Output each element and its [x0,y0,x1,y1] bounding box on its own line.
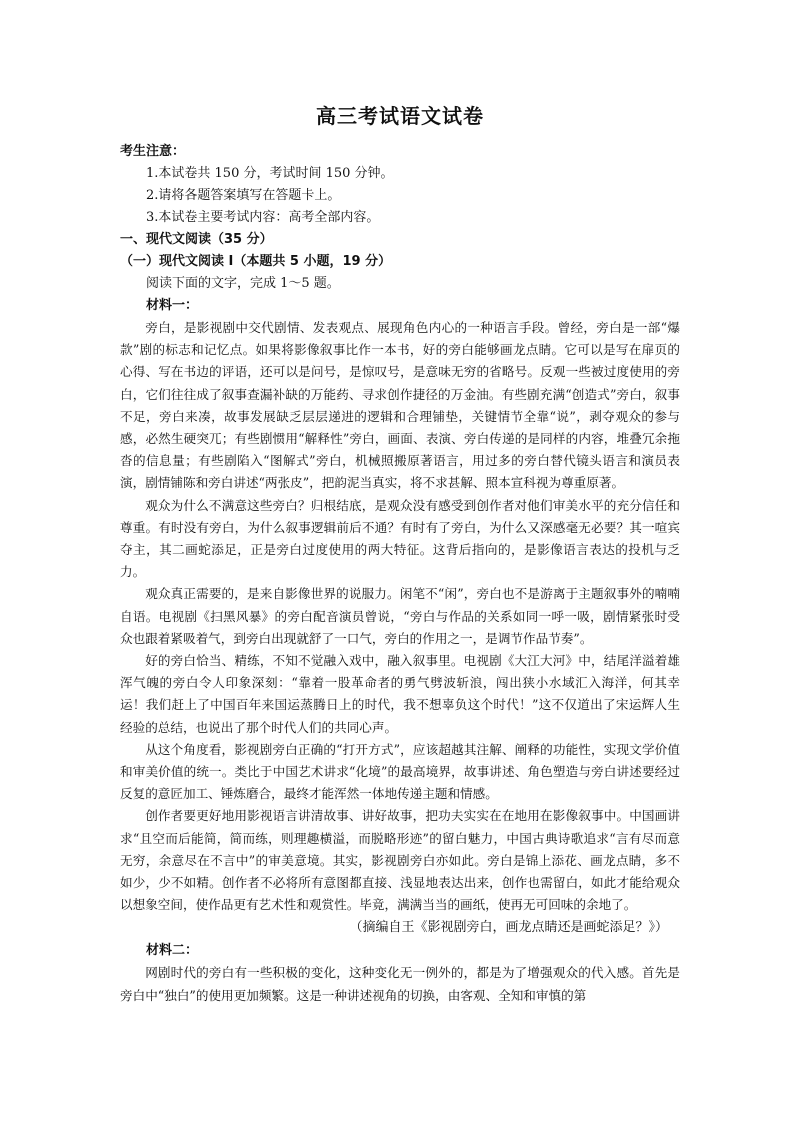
section-heading: 一、现代文阅读（35 分） [120,232,273,247]
paragraph: 从这个角度看，影视剧旁白正确的“打开方式”，应该超越其注解、阐释的功能性，实现文学价值和审美价值的统一。类比于中国艺术讲求“化境”的最高境界，故事讲述、角色塑造与旁白讲述要经过反复的意匠加工、锤炼磨合，最终才能浑然一体地传递主题和情感。 [120,741,680,802]
paragraph: 网剧时代的旁白有一些积极的变化，这种变化无一例外的，都是为了增强观众的代入感。首先是旁白中“独白”的使用更加频繁。这是一种讲述视角的切换，由客观、全知和审慎的第 [120,965,680,1003]
paragraph: 旁白，是影视剧中交代剧情、发表观点、展现角色内心的一种语言手段。曾经，旁白是一部“爆款”剧的标志和记忆点。如果将影像叙事比作一本书，好的旁白能够画龙点睛。它可以是写在扉页的心得、写在书边的评语，还可以是问号，是惊叹号，是意味无穷的省略号。反观一些被过度使用的旁白，它们往往成了叙事查漏补缺的万能药、寻求创作捷径的万金油。有些剧充满“创造式”旁白，叙事不足，旁白来凑，故事发展缺乏层层递进的逻辑和合理铺垫，关键情节全靠“说”，剥夺观众的参与感，必然生硬突兀；有些剧惯用“解释性”旁白，画面、表演、旁白传递的是同样的内容，堆叠冗余拖沓的信息量；有些剧陷入“图解式”旁白，机械照搬原著语言，用过多的旁白替代镜头语言和演员表演，剧情铺陈和旁白讲述“两张皮”，把韵泥当真实，将不求甚解、照本宣科视为尊重原著。 [120,320,680,491]
instruction: 阅读下面的文字，完成 1～5 题。 [146,276,340,291]
source-citation: （摘编自王《影视剧旁白，画龙点睛还是画蛇添足？》） [349,920,668,936]
notice-heading: 考生注意： [120,144,186,159]
page-title: 高三考试语文试卷 [316,104,484,128]
exam-page [120,100,680,1007]
paragraph: 创作者要更好地用影视语言讲清故事、讲好故事，把功夫实实在在地用在影像叙事中。中国画讲求“且空而后能简，简而练，则理趣横溢，而脱略形迹”的留白魅力，中国古典诗歌追求“言有尽而意无穷，余意尽在不言中”的审美意境。其实，影视剧旁白亦如此。旁白是锦上添花、画龙点睛，多不如少，少不如精。创作者不必将所有意图都直接、浅显地表达出来，创作也需留白，如此才能给观众以想象空间，使作品更有艺术性和观赏性。毕竟，满满当当的画纸，使再无可回味的余地了。 [120,808,680,913]
notice-item: 3.本试卷主要考试内容：高考全部内容。 [146,210,380,225]
paragraph: 观众真正需要的，是来自影像世界的说服力。闲笔不“闲”，旁白也不是游离于主题叙事外的喃喃自语。电视剧《扫黑风暴》的旁白配音演员曾说，“旁白与作品的关系如同一呼一吸，剧情紧张时受众也跟着紧吸着气，到旁白出现就舒了一口气，旁白的作用之一，是调节作品节奏”。 [120,586,680,646]
paragraph: 观众为什么不满意这些旁白？归根结底，是观众没有感受到创作者对他们审美水平的充分信任和尊重。有时没有旁白，为什么叙事逻辑前后不通？有时有了旁白，为什么又深感毫无必要？其一喧宾夺主，其二画蛇添足，正是旁白过度使用的两大特征。这背后指向的，是影像语言表达的投机与乏力。 [120,497,680,580]
material-label: 材料二： [146,943,199,959]
material-label: 材料一： [146,298,199,313]
paragraph: 好的旁白恰当、精练，不知不觉融入戏中，融入叙事里。电视剧《大江大河》中，结尾洋溢着雄浑气魄的旁白令人印象深刻：“靠着一股革命者的勇气劈波斩浪，闯出狭小水域汇入海洋，何其幸运！我们赶上了中国百年来国运蒸腾日上的时代，我不想辜负这个时代！”这不仅道出了宋运辉人生经验的总结，也说出了那个时代人们的共同心声。 [120,653,680,735]
notice-item: 2.请将各题答案填写在答题卡上。 [146,188,341,203]
subsection-heading: （一）现代文阅读 I（本题共 5 小题，19 分） [120,254,392,269]
notice-item: 1.本试卷共 150 分，考试时间 150 分钟。 [146,166,394,181]
